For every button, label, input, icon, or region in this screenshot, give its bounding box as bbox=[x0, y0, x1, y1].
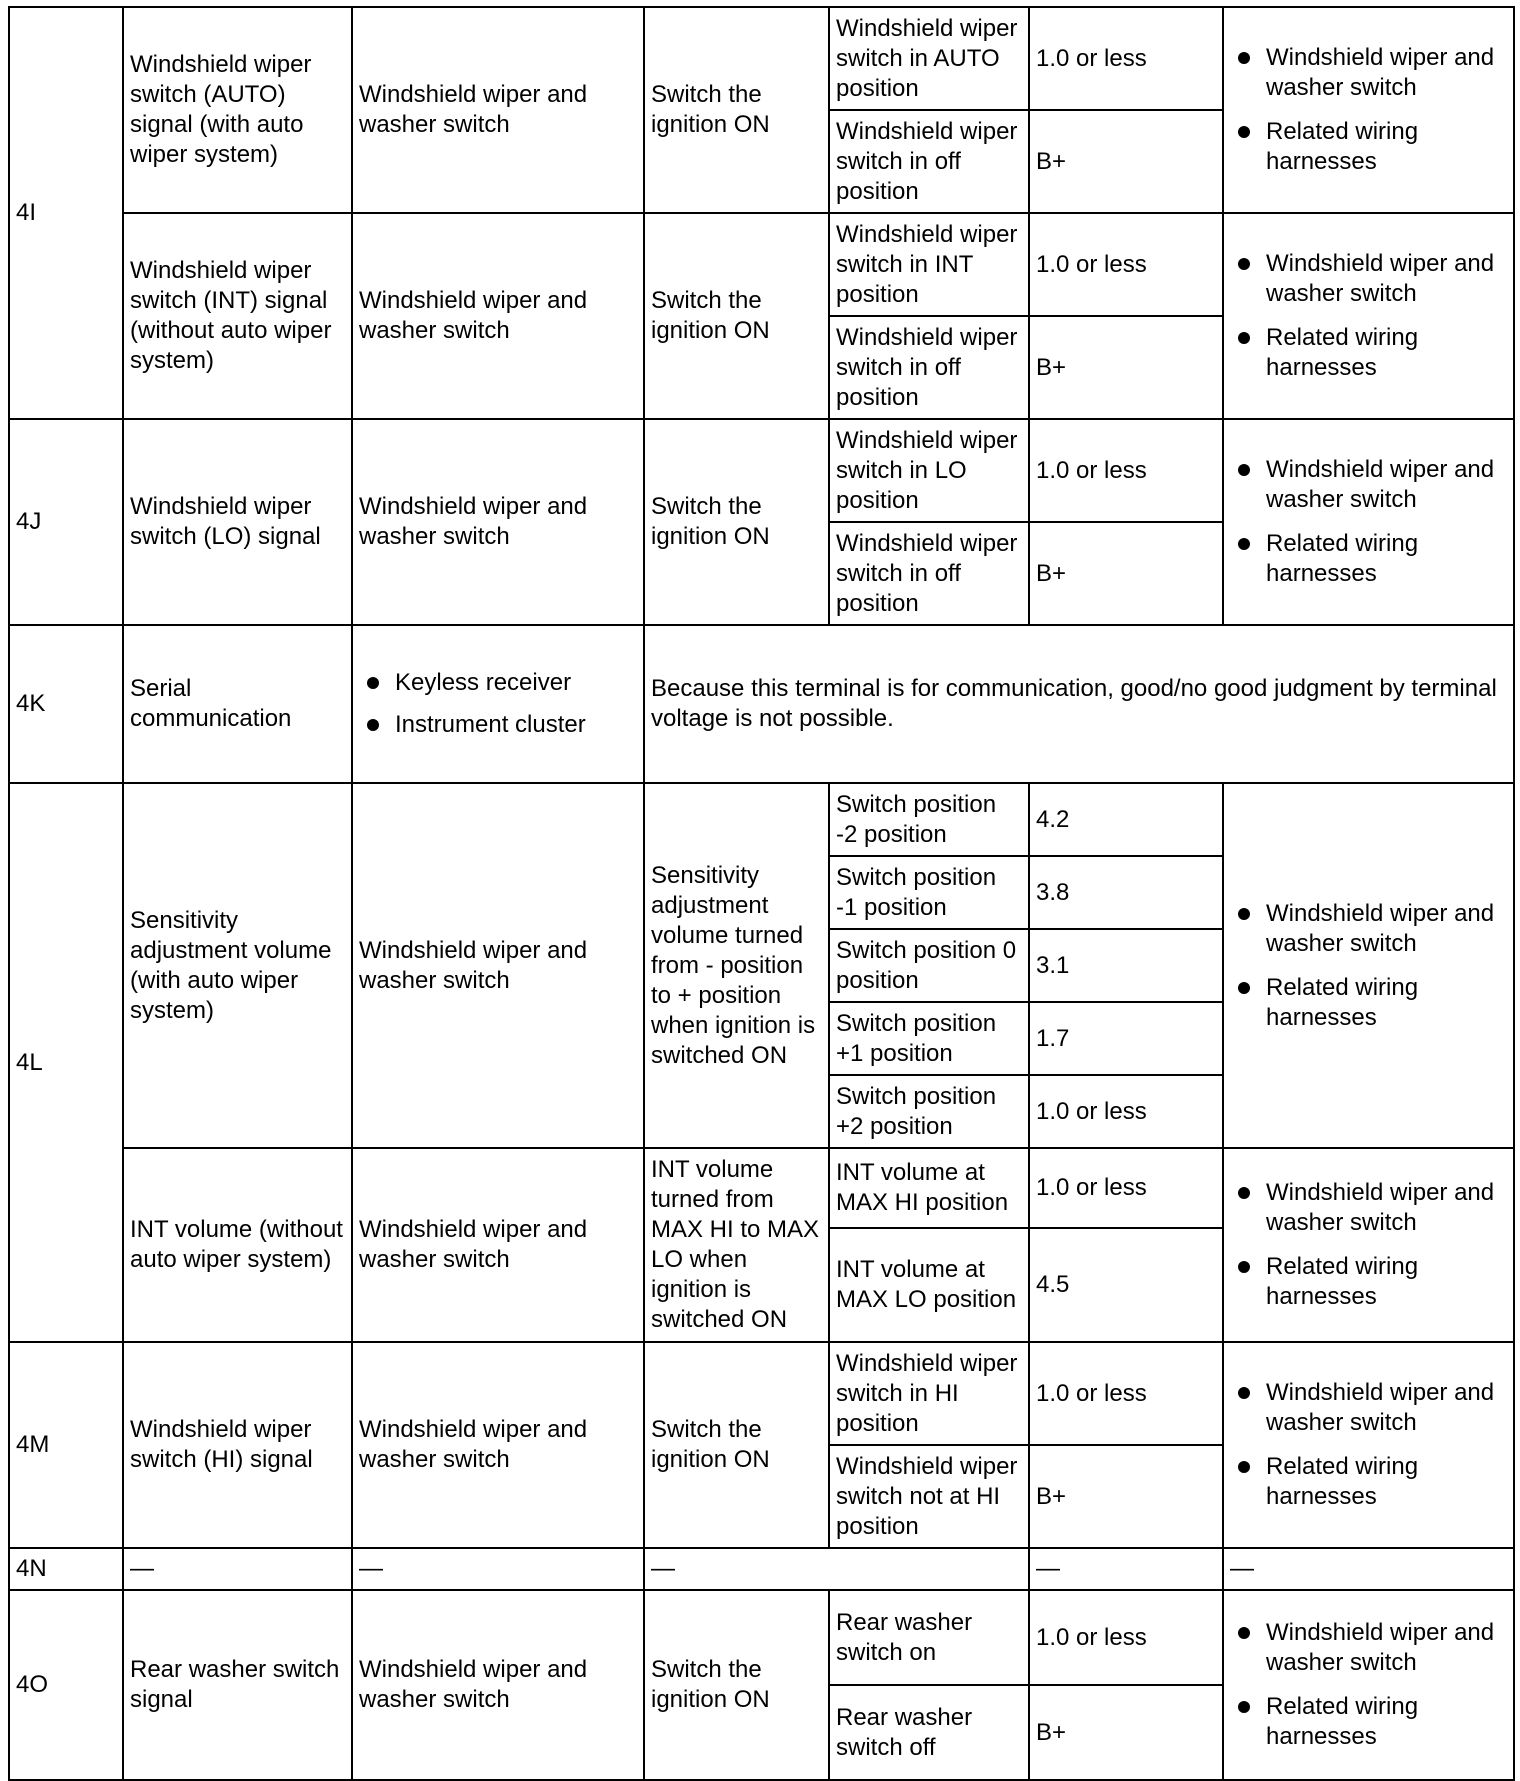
terminal-4n: 4N bbox=[9, 1548, 123, 1590]
terminal-4o: 4O bbox=[9, 1590, 123, 1780]
value-4l-sens-1: 4.2 bbox=[1029, 783, 1223, 856]
state-4j-1: Windshield wiper switch in LO position bbox=[829, 419, 1029, 522]
input-output-4i-auto: Windshield wiper and washer switch bbox=[352, 7, 644, 213]
input-output-4i-int: Windshield wiper and washer switch bbox=[352, 213, 644, 419]
bullet-icon bbox=[367, 677, 379, 689]
input-output-4o: Windshield wiper and washer switch bbox=[352, 1590, 644, 1780]
description-4i-auto: Windshield wiper switch (AUTO) signal (with auto wiper system) bbox=[123, 7, 352, 213]
condition-4n: — bbox=[644, 1548, 1029, 1590]
bullet-icon bbox=[1238, 1261, 1250, 1273]
bullet-icon bbox=[1238, 1461, 1250, 1473]
bullet-icon bbox=[1238, 1187, 1250, 1199]
description-4l-sens: Sensitivity adjustment volume (with auto wiper system) bbox=[123, 783, 352, 1148]
state-4i-auto-2: Windshield wiper switch in off position bbox=[829, 110, 1029, 213]
terminal-4m: 4M bbox=[9, 1342, 123, 1548]
check-items-4l-sens bbox=[1223, 783, 1514, 1148]
value-4i-int-1: 1.0 or less bbox=[1029, 213, 1223, 316]
state-4i-int-1: Windshield wiper switch in INT position bbox=[829, 213, 1029, 316]
condition-4o: Switch the ignition ON bbox=[644, 1590, 829, 1780]
value-4l-sens-4: 1.7 bbox=[1029, 1002, 1223, 1075]
state-4i-int-2: Windshield wiper switch in off position bbox=[829, 316, 1029, 419]
input-output-4l-int: Windshield wiper and washer switch bbox=[352, 1148, 644, 1342]
value-4n: — bbox=[1029, 1548, 1223, 1590]
value-4l-int-2: 4.5 bbox=[1029, 1228, 1223, 1342]
check-item: Related wiring harnesses bbox=[1230, 1452, 1507, 1512]
bullet-icon bbox=[1238, 464, 1250, 476]
check-items-4j bbox=[1223, 419, 1514, 625]
description-4m: Windshield wiper switch (HI) signal bbox=[123, 1342, 352, 1548]
connected-unit: Instrument cluster bbox=[359, 710, 637, 740]
bullet-icon bbox=[1238, 258, 1250, 270]
check-items-4i-int bbox=[1223, 213, 1514, 419]
input-output-4n: — bbox=[352, 1548, 644, 1590]
description-4k: Serial communication bbox=[123, 625, 352, 783]
value-4l-sens-2: 3.8 bbox=[1029, 856, 1223, 929]
state-4l-sens-2: Switch position -1 position bbox=[829, 856, 1029, 929]
input-output-4m: Windshield wiper and washer switch bbox=[352, 1342, 644, 1548]
value-4o-2: B+ bbox=[1029, 1685, 1223, 1780]
state-4o-1: Rear washer switch on bbox=[829, 1590, 1029, 1685]
value-4l-int-1: 1.0 or less bbox=[1029, 1148, 1223, 1228]
description-4l-int: INT volume (without auto wiper system) bbox=[123, 1148, 352, 1342]
value-4l-sens-3: 3.1 bbox=[1029, 929, 1223, 1002]
value-4j-2: B+ bbox=[1029, 522, 1223, 625]
check-item: Related wiring harnesses bbox=[1230, 117, 1507, 177]
terminal-4l: 4L bbox=[9, 783, 123, 1342]
check-item: Windshield wiper and washer switch bbox=[1230, 1378, 1507, 1438]
check-item: Related wiring harnesses bbox=[1230, 1692, 1507, 1752]
bullet-icon bbox=[1238, 1627, 1250, 1639]
check-item: Windshield wiper and washer switch bbox=[1230, 899, 1507, 959]
check-items-4m bbox=[1223, 1342, 1514, 1548]
description-4j: Windshield wiper switch (LO) signal bbox=[123, 419, 352, 625]
condition-4l-int: INT volume turned from MAX HI to MAX LO when ignition is switched ON bbox=[644, 1148, 829, 1342]
state-4m-1: Windshield wiper switch in HI position bbox=[829, 1342, 1029, 1445]
bullet-icon bbox=[1238, 126, 1250, 138]
value-4o-1: 1.0 or less bbox=[1029, 1590, 1223, 1685]
state-4l-sens-1: Switch position -2 position bbox=[829, 783, 1029, 856]
state-4l-int-2: INT volume at MAX LO position bbox=[829, 1228, 1029, 1342]
value-4i-int-2: B+ bbox=[1029, 316, 1223, 419]
bullet-icon bbox=[1238, 538, 1250, 550]
value-4l-sens-5: 1.0 or less bbox=[1029, 1075, 1223, 1148]
input-output-4j: Windshield wiper and washer switch bbox=[352, 419, 644, 625]
terminal-4k: 4K bbox=[9, 625, 123, 783]
bullet-icon bbox=[367, 719, 379, 731]
state-4l-sens-5: Switch position +2 position bbox=[829, 1075, 1029, 1148]
check-item: Related wiring harnesses bbox=[1230, 1252, 1507, 1312]
check-item: Windshield wiper and washer switch bbox=[1230, 1618, 1507, 1678]
state-4j-2: Windshield wiper switch in off position bbox=[829, 522, 1029, 625]
state-4l-sens-4: Switch position +1 position bbox=[829, 1002, 1029, 1075]
bullet-icon bbox=[1238, 908, 1250, 920]
connected-unit: Keyless receiver bbox=[359, 668, 637, 698]
input-output-4l-sens: Windshield wiper and washer switch bbox=[352, 783, 644, 1148]
condition-4i-int: Switch the ignition ON bbox=[644, 213, 829, 419]
terminal-4j: 4J bbox=[9, 419, 123, 625]
check-item: Windshield wiper and washer switch bbox=[1230, 455, 1507, 515]
description-4o: Rear washer switch signal bbox=[123, 1590, 352, 1780]
check-item: Related wiring harnesses bbox=[1230, 323, 1507, 383]
condition-4l-sens: Sensitivity adjustment volume turned from - position to + position when ignition is switched ON bbox=[644, 783, 829, 1148]
value-4m-1: 1.0 or less bbox=[1029, 1342, 1223, 1445]
connected-units-4k bbox=[352, 625, 644, 783]
bullet-icon bbox=[1238, 332, 1250, 344]
description-4n: — bbox=[123, 1548, 352, 1590]
check-items-4i-auto bbox=[1223, 7, 1514, 213]
bullet-icon bbox=[1238, 1701, 1250, 1713]
check-item: Windshield wiper and washer switch bbox=[1230, 1178, 1507, 1238]
state-4l-int-1: INT volume at MAX HI position bbox=[829, 1148, 1029, 1228]
check-item: Related wiring harnesses bbox=[1230, 973, 1507, 1033]
terminal-inspection-table bbox=[8, 6, 1515, 1781]
check-items-4l-int bbox=[1223, 1148, 1514, 1342]
check-item: Windshield wiper and washer switch bbox=[1230, 43, 1507, 103]
bullet-icon bbox=[1238, 52, 1250, 64]
value-4i-auto-1: 1.0 or less bbox=[1029, 7, 1223, 110]
value-4m-2: B+ bbox=[1029, 1445, 1223, 1548]
state-4o-2: Rear washer switch off bbox=[829, 1685, 1029, 1780]
check-item: Related wiring harnesses bbox=[1230, 529, 1507, 589]
description-4i-int: Windshield wiper switch (INT) signal (without auto wiper system) bbox=[123, 213, 352, 419]
state-4i-auto-1: Windshield wiper switch in AUTO position bbox=[829, 7, 1029, 110]
terminal-4i: 4I bbox=[9, 7, 123, 419]
state-4m-2: Windshield wiper switch not at HI position bbox=[829, 1445, 1029, 1548]
note-4k: Because this terminal is for communication, good/no good judgment by terminal voltage is not possible. bbox=[644, 625, 1514, 783]
check-item: Windshield wiper and washer switch bbox=[1230, 249, 1507, 309]
condition-4j: Switch the ignition ON bbox=[644, 419, 829, 625]
check-items-4o bbox=[1223, 1590, 1514, 1780]
value-4i-auto-2: B+ bbox=[1029, 110, 1223, 213]
condition-4i-auto: Switch the ignition ON bbox=[644, 7, 829, 213]
value-4j-1: 1.0 or less bbox=[1029, 419, 1223, 522]
condition-4m: Switch the ignition ON bbox=[644, 1342, 829, 1548]
check-items-4n: — bbox=[1223, 1548, 1514, 1590]
bullet-icon bbox=[1238, 1387, 1250, 1399]
state-4l-sens-3: Switch position 0 position bbox=[829, 929, 1029, 1002]
bullet-icon bbox=[1238, 982, 1250, 994]
